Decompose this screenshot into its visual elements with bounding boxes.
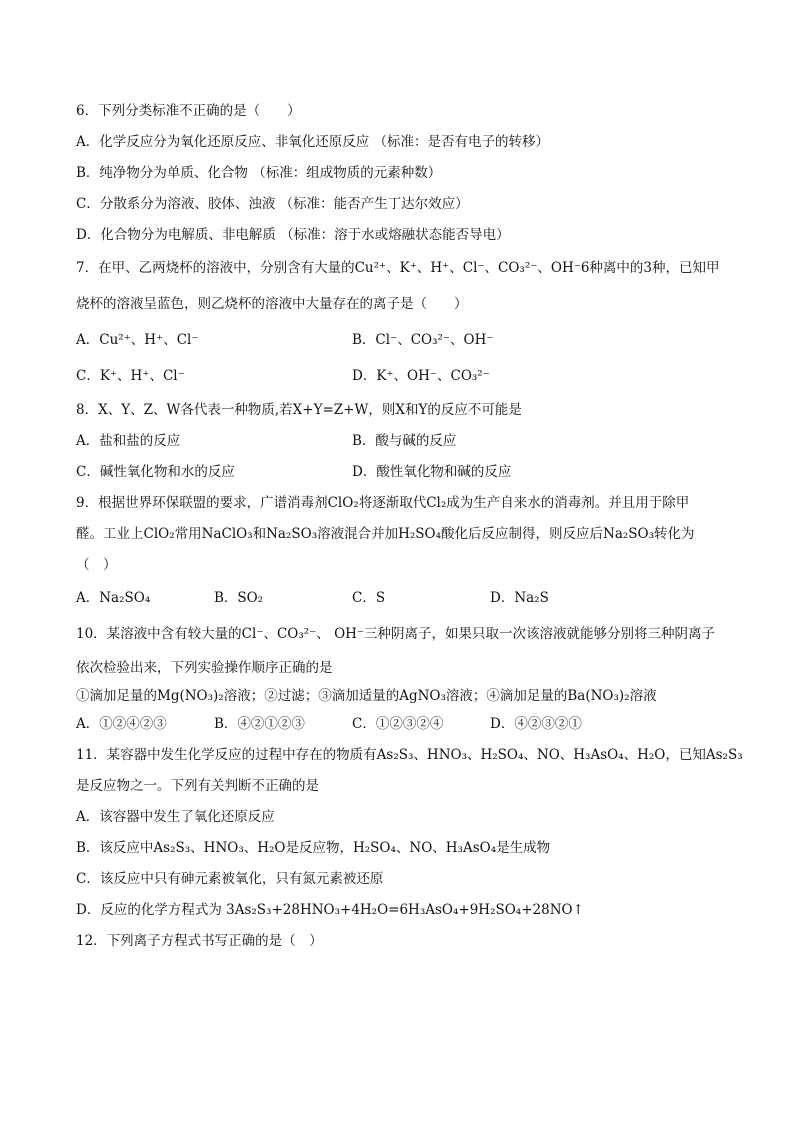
q7-options-row2 (76, 364, 726, 388)
q10-option-d: D．④②③②① (490, 716, 582, 732)
q7-option-d: D．K⁺、OH⁻、CO₃²⁻ (352, 368, 490, 384)
q10-option-b: B．④②①②③ (214, 716, 305, 732)
q6-option-a: A．化学反应分为氧化还原反应、非氧化还原反应 （标准：是否有电子的转移） (76, 134, 550, 150)
q7-options-row1 (76, 328, 726, 352)
q7-option-c: C．K⁺、H⁺、Cl⁻ (76, 368, 185, 384)
q9-stem-line2: 醛。工业上ClO₂常用NaClO₃和Na₂SO₃溶液混合并加H₂SO₄酸化后反应制得，则反应后Na₂SO₃转化为 (76, 526, 695, 542)
q7-stem-line1: 7．在甲、乙两烧杯的溶液中，分别含有大量的Cu²⁺、K⁺、H⁺、Cl⁻、CO₃²⁻、OH⁻6种离中的3种，已知甲 (76, 260, 720, 276)
q10-option-a: A．①②④②③ (76, 716, 167, 732)
q10-steps: ①滴加足量的Mg(NO₃)₂溶液；②过滤；③滴加适量的AgNO₃溶液；④滴加足量的Ba(NO₃)₂溶液 (76, 688, 657, 704)
q7-stem-line2: 烧杯的溶液呈蓝色，则乙烧杯的溶液中大量存在的离子是（ ） (76, 296, 468, 312)
q10-option-c: C．①②③②④ (352, 716, 444, 732)
q10-stem-line1: 10．某溶液中含有较大量的Cl⁻、CO₃²⁻、 OH⁻三种阴离子，如果只取一次该溶液就能够分别将三种阴离子 (76, 626, 716, 642)
q9-option-c: C．S (352, 590, 386, 606)
q12-stem: 12．下列离子方程式书写正确的是（ ） (76, 933, 323, 949)
q11-stem-line2: 是反应物之一。下列有关判断不正确的是 (76, 778, 319, 794)
q9-option-d: D．Na₂S (490, 590, 549, 606)
q8-options-row2 (76, 462, 726, 482)
q10-stem-line2: 依次检验出来，下列实验操作顺序正确的是 (76, 660, 333, 676)
q11-option-d: D．反应的化学方程式为 3As₂S₃+28HNO₃+4H₂O=6H₃AsO₄+9H₂SO₄+28NO↑ (76, 902, 584, 918)
q11-option-a: A．该容器中发生了氧化还原反应 (76, 809, 275, 825)
q10-options (76, 714, 726, 734)
q9-stem-line3: （ ） (76, 557, 117, 573)
q8-option-d: D．酸性氧化物和碱的反应 (352, 464, 512, 480)
q8-options-row1 (76, 431, 726, 451)
q9-option-a: A．Na₂SO₄ (76, 590, 151, 606)
q6-option-c: C．分散系分为溶液、胶体、浊液 （标准：能否产生丁达尔效应） (76, 196, 469, 212)
q7-option-a: A．Cu²⁺、H⁺、Cl⁻ (76, 332, 199, 348)
q6-stem: 6．下列分类标准不正确的是（ ） (76, 103, 301, 119)
q8-option-a: A．盐和盐的反应 (76, 433, 181, 449)
q8-option-b: B．酸与碱的反应 (352, 433, 457, 449)
q11-stem-line1: 11．某容器中发生化学反应的过程中存在的物质有As₂S₃、HNO₃、H₂SO₄、NO、H₃AsO₄、H₂O，已知As₂S₃ (76, 747, 743, 763)
q9-stem-line1: 9．根据世界环保联盟的要求，广谱消毒剂ClO₂将逐渐取代Cl₂成为生产自来水的消毒剂。并且用于除甲 (76, 495, 690, 511)
q8-option-c: C．碱性氧化物和水的反应 (76, 464, 235, 480)
q6-option-d: D．化合物分为电解质、非电解质 （标准：溶于水或熔融状态能否导电） (76, 227, 510, 243)
q9-options (76, 586, 726, 610)
q7-option-b: B．Cl⁻、CO₃²⁻、OH⁻ (352, 332, 494, 348)
q9-option-b: B．SO₂ (214, 590, 264, 606)
q6-option-b: B．纯净物分为单质、化合物 （标准：组成物质的元素种数） (76, 165, 442, 181)
q11-option-b: B．该反应中As₂S₃、HNO₃、H₂O是反应物，H₂SO₄、NO、H₃AsO₄是生成物 (76, 840, 551, 856)
q11-option-c: C．该反应中只有砷元素被氧化，只有氮元素被还原 (76, 871, 384, 887)
question-page (76, 101, 743, 962)
q8-stem: 8．X、Y、Z、W各代表一种物质,若X+Y=Z+W，则X和Y的反应不可能是 (76, 402, 522, 418)
